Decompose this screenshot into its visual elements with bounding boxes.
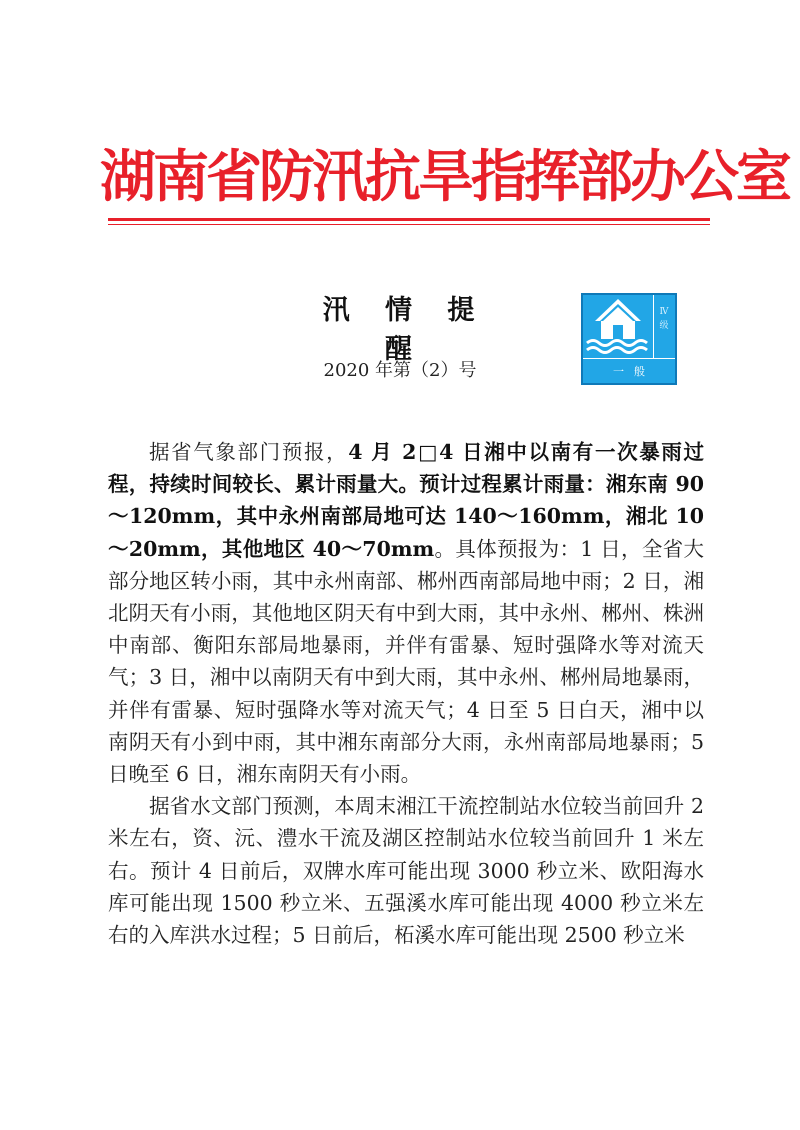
document-title: 汛 情 提 醒	[322, 295, 488, 365]
warning-level-roman: Ⅳ	[659, 307, 669, 317]
flood-house-icon	[583, 295, 654, 358]
warning-level-text	[653, 295, 675, 358]
letterhead-divider-thick	[108, 218, 710, 221]
paragraph-detail: 。具体预报为：1 日，全省大部分地区转小雨，其中永州南部、郴州西南部局地中雨；2 日，湘北阴天有小雨，其他地区阴天有中到大雨，其中永州、郴州、株洲中南部、衡阳东部局地暴雨，并伴有雷暴、短时强降水等对流天气；3 日，湘中以南阴天有中到大雨，其中永州、郴州局地暴雨，并伴有雷暴、短时强降水等对流天气；4 日至 5 日白天，湘中以南阴天有小到中雨，其中湘东南部分大雨，永州南部局地暴雨；5 日晚至 6 日，湘东南阴天有小雨。	[108, 536, 704, 787]
document-number: 2020 年第（2）号	[323, 360, 477, 381]
org-letterhead-title: 湖南省防汛抗旱指挥部办公室	[100, 145, 789, 210]
document-body	[108, 436, 704, 951]
paragraph-highlight: 4 月 2□4 日湘中以南有一次暴雨过程，持续时间较长、累计雨量大。预计过程累计雨量：湘东南 90～120mm，其中永州南部局地可达 140～160mm，湘北 10～20mm，其他地区 40～70mm	[108, 440, 704, 561]
warning-level-suffix: 级	[659, 321, 669, 331]
paragraph-hydrology-forecast: 据省水文部门预测，本周末湘江干流控制站水位较当前回升 2 米左右，资、沅、澧水干流及湖区控制站水位较当前回升 1 米左右。预计 4 日前后，双牌水库可能出现 3000 秒立米、欧阳海水库可能出现 1500 秒立米、五强溪水库可能出现 4000 秒立米左右的入库洪水过程；5 日前后，柘溪水库可能出现 2500 秒立米	[108, 794, 704, 948]
letterhead-divider-thin	[108, 224, 710, 225]
paragraph-weather-forecast	[108, 436, 704, 790]
paragraph-lead: 据省气象部门预报，	[149, 440, 349, 464]
warning-level-badge	[581, 293, 677, 385]
warning-level-label: 一般	[583, 358, 675, 384]
